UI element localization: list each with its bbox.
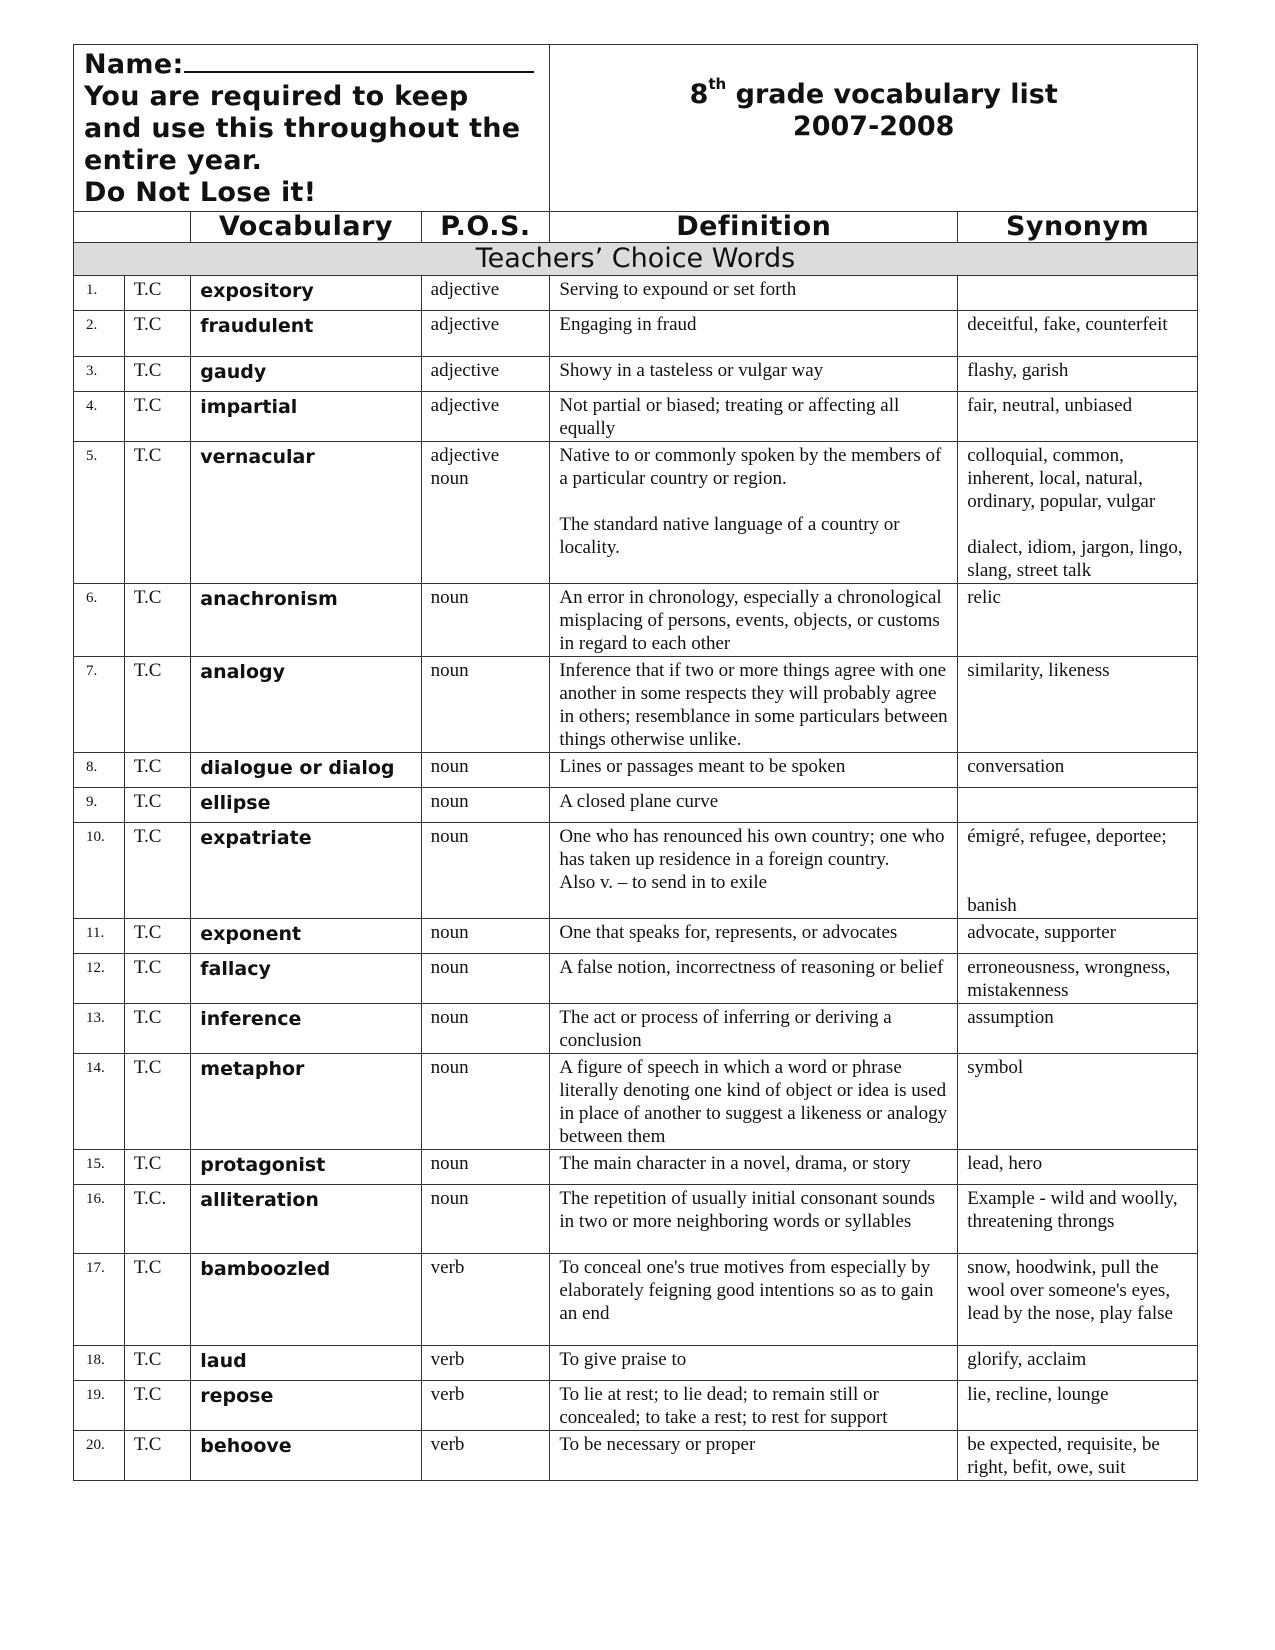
synonym — [958, 442, 1198, 584]
teacher-choice-code: T.C — [124, 311, 190, 357]
part-of-speech: noun — [421, 753, 550, 788]
part-of-speech: adjective noun — [421, 442, 550, 584]
instruction-line: You are required to keep — [84, 81, 469, 112]
vocabulary-table — [73, 44, 1198, 1481]
row-number: 19. — [74, 1381, 125, 1431]
synonym — [958, 392, 1198, 442]
part-of-speech: noun — [421, 1185, 550, 1254]
table-row — [74, 1150, 1198, 1185]
teacher-choice-code: T.C — [124, 1254, 190, 1346]
vocabulary-word: bamboozled — [191, 1254, 421, 1346]
part-of-speech: noun — [421, 657, 550, 753]
vocabulary-word: analogy — [191, 657, 421, 753]
title-line: 8th grade vocabulary list — [689, 75, 1058, 110]
part-of-speech: noun — [421, 1054, 550, 1150]
definition — [550, 954, 958, 1004]
definition-text: Lines or passages meant to be spoken — [559, 756, 846, 777]
teacher-choice-code: T.C — [124, 954, 190, 1004]
table-row — [74, 311, 1198, 357]
vocabulary-word: fallacy — [191, 954, 421, 1004]
definition — [550, 1150, 958, 1185]
definition-text: The act or process of inferring or deriving a conclusion — [559, 1007, 892, 1051]
definition-text: Native to or commonly spoken by the members of a particular country or region. — [559, 445, 942, 489]
section-row — [74, 243, 1198, 276]
synonym — [958, 311, 1198, 357]
teacher-choice-code: T.C — [124, 753, 190, 788]
table-row — [74, 657, 1198, 753]
row-number: 15. — [74, 1150, 125, 1185]
column-header-row — [74, 212, 1198, 243]
table-row — [74, 442, 1198, 584]
name-label: Name: — [84, 49, 184, 80]
synonym-text: émigré, refugee, deportee; banish — [967, 826, 1167, 916]
definition-text: Serving to expound or set forth — [559, 279, 797, 300]
synonym-text: relic — [967, 587, 1001, 608]
school-years: 2007-2008 — [792, 111, 955, 142]
vocabulary-word: ellipse — [191, 788, 421, 823]
vocabulary-word: expatriate — [191, 823, 421, 919]
name-blank-line[interactable] — [184, 47, 534, 73]
definition-header: Definition — [550, 212, 958, 243]
table-row — [74, 753, 1198, 788]
teacher-choice-code: T.C — [124, 657, 190, 753]
row-number: 13. — [74, 1004, 125, 1054]
table-row — [74, 1381, 1198, 1431]
synonym — [958, 753, 1198, 788]
table-row — [74, 823, 1198, 919]
definition — [550, 276, 958, 311]
vocabulary-word: vernacular — [191, 442, 421, 584]
student-instructions — [74, 45, 550, 212]
synonym — [958, 788, 1198, 823]
teacher-choice-code: T.C — [124, 584, 190, 657]
list-title — [550, 45, 1198, 212]
synonym-text: deceitful, fake, counterfeit — [967, 314, 1168, 335]
definition-text: Not partial or biased; treating or affecting all equally — [559, 395, 900, 439]
vocabulary-word: inference — [191, 1004, 421, 1054]
teacher-choice-code: T.C — [124, 1431, 190, 1481]
part-of-speech: adjective — [421, 357, 550, 392]
synonym-text: symbol — [967, 1057, 1024, 1078]
synonym — [958, 1054, 1198, 1150]
part-of-speech: noun — [421, 788, 550, 823]
vocabulary-word: laud — [191, 1346, 421, 1381]
part-of-speech: noun — [421, 823, 550, 919]
definition-text: An error in chronology, especially a chronological misplacing of persons, events, objects, or customs in regard to each other — [559, 587, 942, 654]
definition — [550, 1004, 958, 1054]
table-row — [74, 584, 1198, 657]
table-row — [74, 1346, 1198, 1381]
synonym-text: fair, neutral, unbiased — [967, 395, 1133, 416]
instruction-line: Do Not Lose it! — [84, 177, 317, 208]
definition-text: The repetition of usually initial consonant sounds in two or more neighboring words or syllables — [559, 1188, 936, 1232]
row-number: 14. — [74, 1054, 125, 1150]
definition — [550, 753, 958, 788]
definition-text: To conceal one's true motives from especially by elaborately feigning good intentions so as to gain an end — [559, 1257, 934, 1324]
synonym-text: flashy, garish — [967, 360, 1069, 381]
synonym — [958, 1150, 1198, 1185]
part-of-speech: adjective — [421, 276, 550, 311]
vocabulary-word: repose — [191, 1381, 421, 1431]
table-row — [74, 392, 1198, 442]
definition — [550, 919, 958, 954]
part-of-speech: adjective — [421, 311, 550, 357]
teacher-choice-code: T.C — [124, 442, 190, 584]
definition-text: The standard native language of a country or locality. — [559, 514, 900, 558]
definition-text: Showy in a tasteless or vulgar way — [559, 360, 824, 381]
definition — [550, 1431, 958, 1481]
definition-text: Engaging in fraud — [559, 314, 697, 335]
definition-text: One who has renounced his own country; one who has taken up residence in a foreign country. Also v. – to send in to exile — [559, 826, 945, 893]
table-row — [74, 1185, 1198, 1254]
definition — [550, 357, 958, 392]
synonym — [958, 823, 1198, 919]
section-title: Teachers’ Choice Words — [74, 243, 1198, 276]
table-row — [74, 1054, 1198, 1150]
teacher-choice-code: T.C — [124, 919, 190, 954]
part-of-speech: verb — [421, 1381, 550, 1431]
definition-text: A false notion, incorrectness of reasoning or belief — [559, 957, 944, 978]
row-number: 16. — [74, 1185, 125, 1254]
row-number: 12. — [74, 954, 125, 1004]
synonym — [958, 1185, 1198, 1254]
definition — [550, 311, 958, 357]
table-row — [74, 919, 1198, 954]
table-row — [74, 788, 1198, 823]
definition-text: A figure of speech in which a word or phrase literally denoting one kind of object or idea is used in place of another to suggest a likeness or analogy between them — [559, 1057, 948, 1147]
teacher-choice-code: T.C — [124, 1346, 190, 1381]
teacher-choice-code: T.C — [124, 392, 190, 442]
vocabulary-word: dialogue or dialog — [191, 753, 421, 788]
part-of-speech: verb — [421, 1346, 550, 1381]
vocabulary-word: exponent — [191, 919, 421, 954]
part-of-speech: noun — [421, 1004, 550, 1054]
teacher-choice-code: T.C. — [124, 1185, 190, 1254]
vocabulary-word: anachronism — [191, 584, 421, 657]
row-number: 4. — [74, 392, 125, 442]
definition — [550, 1346, 958, 1381]
definition — [550, 392, 958, 442]
synonym-text: be expected, requisite, be right, befit, owe, suit — [967, 1434, 1160, 1478]
definition-text: A closed plane curve — [559, 791, 719, 812]
instruction-line: entire year. — [84, 145, 263, 176]
blank-header — [74, 212, 191, 243]
table-row — [74, 1254, 1198, 1346]
definition-text: The main character in a novel, drama, or story — [559, 1153, 911, 1174]
definition — [550, 657, 958, 753]
synonym-text: dialect, idiom, jargon, lingo, slang, street talk — [967, 537, 1183, 581]
synonym-text: lie, recline, lounge — [967, 1384, 1109, 1405]
row-number: 10. — [74, 823, 125, 919]
vocabulary-header: Vocabulary — [191, 212, 421, 243]
synonym — [958, 657, 1198, 753]
vocabulary-word: fraudulent — [191, 311, 421, 357]
synonym-text: assumption — [967, 1007, 1054, 1028]
row-number: 5. — [74, 442, 125, 584]
synonym-text: Example - wild and woolly, threatening throngs — [967, 1188, 1178, 1232]
vocabulary-word: metaphor — [191, 1054, 421, 1150]
vocabulary-word: gaudy — [191, 357, 421, 392]
part-of-speech: verb — [421, 1254, 550, 1346]
definition — [550, 1381, 958, 1431]
row-number: 20. — [74, 1431, 125, 1481]
vocabulary-word: protagonist — [191, 1150, 421, 1185]
teacher-choice-code: T.C — [124, 1054, 190, 1150]
table-row — [74, 954, 1198, 1004]
definition-text: Inference that if two or more things agree with one another in some respects they will probably agree in others; resemblance in some particulars between things otherwise unlike. — [559, 660, 948, 750]
row-number: 8. — [74, 753, 125, 788]
definition-text: To be necessary or proper — [559, 1434, 756, 1455]
synonym-text: conversation — [967, 756, 1065, 777]
table-row — [74, 276, 1198, 311]
synonym-text: snow, hoodwink, pull the wool over someone's eyes, lead by the nose, play false — [967, 1257, 1173, 1324]
synonym-text: lead, hero — [967, 1153, 1043, 1174]
table-row — [74, 1431, 1198, 1481]
part-of-speech: noun — [421, 584, 550, 657]
synonym — [958, 357, 1198, 392]
definition — [550, 1054, 958, 1150]
row-number: 2. — [74, 311, 125, 357]
synonym — [958, 1254, 1198, 1346]
part-of-speech: adjective — [421, 392, 550, 442]
vocabulary-word: behoove — [191, 1431, 421, 1481]
teacher-choice-code: T.C — [124, 1004, 190, 1054]
teacher-choice-code: T.C — [124, 788, 190, 823]
synonym — [958, 584, 1198, 657]
vocabulary-word: expository — [191, 276, 421, 311]
part-of-speech: noun — [421, 1150, 550, 1185]
definition — [550, 1254, 958, 1346]
pos-header: P.O.S. — [421, 212, 550, 243]
row-number: 1. — [74, 276, 125, 311]
definition — [550, 788, 958, 823]
row-number: 11. — [74, 919, 125, 954]
vocabulary-word: impartial — [191, 392, 421, 442]
row-number: 17. — [74, 1254, 125, 1346]
part-of-speech: verb — [421, 1431, 550, 1481]
row-number: 3. — [74, 357, 125, 392]
definition-text: To lie at rest; to lie dead; to remain still or concealed; to take a rest; to rest for support — [559, 1384, 888, 1428]
synonym — [958, 1004, 1198, 1054]
definition-text: To give praise to — [559, 1349, 687, 1370]
instruction-line: and use this throughout the — [84, 113, 521, 144]
synonym-text: advocate, supporter — [967, 922, 1116, 943]
row-number: 6. — [74, 584, 125, 657]
synonym — [958, 954, 1198, 1004]
synonym — [958, 1381, 1198, 1431]
synonym — [958, 276, 1198, 311]
word-rows — [74, 276, 1198, 1481]
row-number: 18. — [74, 1346, 125, 1381]
definition-text: One that speaks for, represents, or advocates — [559, 922, 898, 943]
definition — [550, 1185, 958, 1254]
synonym-text: glorify, acclaim — [967, 1349, 1087, 1370]
definition — [550, 442, 958, 584]
part-of-speech: noun — [421, 954, 550, 1004]
table-row — [74, 357, 1198, 392]
synonym-header: Synonym — [958, 212, 1198, 243]
synonym — [958, 1346, 1198, 1381]
teacher-choice-code: T.C — [124, 1150, 190, 1185]
synonym — [958, 919, 1198, 954]
part-of-speech: noun — [421, 919, 550, 954]
synonym — [958, 1431, 1198, 1481]
row-number: 9. — [74, 788, 125, 823]
vocabulary-word: alliteration — [191, 1185, 421, 1254]
synonym-text: similarity, likeness — [967, 660, 1110, 681]
definition — [550, 584, 958, 657]
definition — [550, 823, 958, 919]
header-row — [74, 45, 1198, 212]
table-row — [74, 1004, 1198, 1054]
synonym-text: erroneousness, wrongness, mistakenness — [967, 957, 1171, 1001]
teacher-choice-code: T.C — [124, 276, 190, 311]
synonym-text: colloquial, common, inherent, local, natural, ordinary, popular, vulgar — [967, 445, 1156, 512]
teacher-choice-code: T.C — [124, 357, 190, 392]
row-number: 7. — [74, 657, 125, 753]
teacher-choice-code: T.C — [124, 823, 190, 919]
teacher-choice-code: T.C — [124, 1381, 190, 1431]
